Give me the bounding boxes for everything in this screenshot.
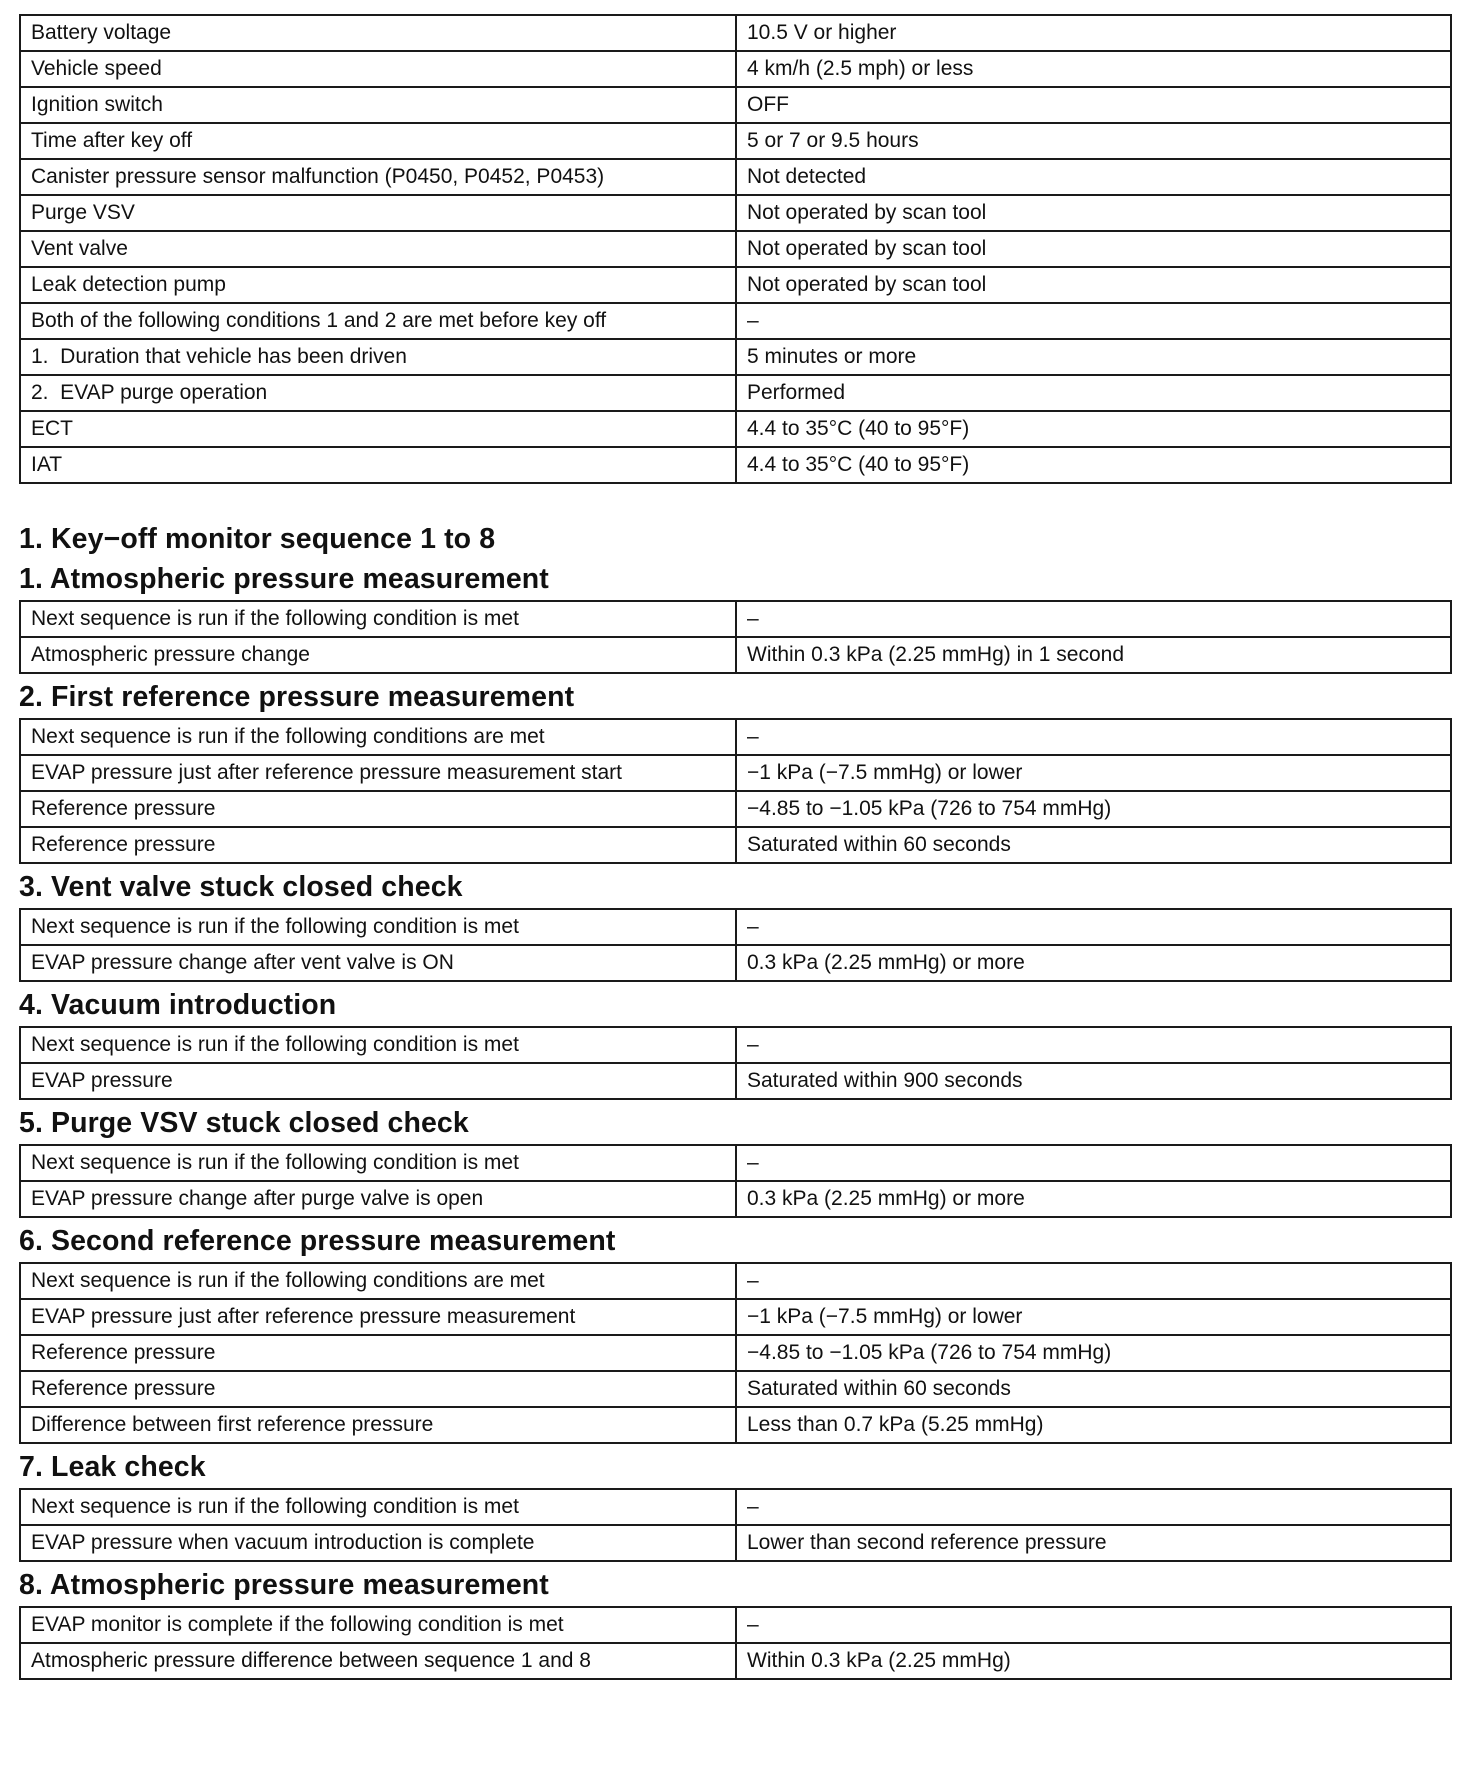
- condition-item: Ignition switch: [20, 87, 736, 123]
- condition-item: EVAP pressure just after reference pressure measurement: [20, 1299, 736, 1335]
- condition-value: –: [736, 1145, 1451, 1181]
- sequence-section-3: [19, 868, 1450, 986]
- document-page: [19, 14, 1450, 1680]
- table-row: [20, 791, 1451, 827]
- condition-value: –: [736, 1263, 1451, 1299]
- condition-value: 4 km/h (2.5 mph) or less: [736, 51, 1451, 87]
- table-row: [20, 87, 1451, 123]
- table-row: [20, 123, 1451, 159]
- condition-value: 10.5 V or higher: [736, 15, 1451, 51]
- sequence-section-1: [19, 560, 1450, 678]
- condition-item: EVAP pressure change after purge valve is open: [20, 1181, 736, 1217]
- condition-item: Reference pressure: [20, 791, 736, 827]
- condition-item: EVAP pressure when vacuum introduction is complete: [20, 1525, 736, 1561]
- condition-value: 4.4 to 35°C (40 to 95°F): [736, 411, 1451, 447]
- condition-item: EVAP pressure: [20, 1063, 736, 1099]
- table-row: [20, 1607, 1451, 1643]
- condition-item: EVAP pressure change after vent valve is ON: [20, 945, 736, 981]
- condition-value: –: [736, 1607, 1451, 1643]
- condition-item: Canister pressure sensor malfunction (P0450, P0452, P0453): [20, 159, 736, 195]
- condition-value: 4.4 to 35°C (40 to 95°F): [736, 447, 1451, 483]
- table-row: [20, 601, 1451, 637]
- condition-item: Vent valve: [20, 231, 736, 267]
- condition-value: Saturated within 900 seconds: [736, 1063, 1451, 1099]
- condition-item: Leak detection pump: [20, 267, 736, 303]
- table-row: [20, 1299, 1451, 1335]
- condition-item: Next sequence is run if the following conditions are met: [20, 1263, 736, 1299]
- section-heading: 5. Purge VSV stuck closed check: [19, 1107, 469, 1139]
- condition-value: 0.3 kPa (2.25 mmHg) or more: [736, 945, 1451, 981]
- sequence-section-4: [19, 986, 1450, 1104]
- section-table: [19, 600, 1452, 674]
- table-row: [20, 303, 1451, 339]
- condition-value: Less than 0.7 kPa (5.25 mmHg): [736, 1407, 1451, 1443]
- section-table: [19, 1606, 1452, 1680]
- condition-value: −1 kPa (−7.5 mmHg) or lower: [736, 755, 1451, 791]
- condition-item: Next sequence is run if the following conditions are met: [20, 719, 736, 755]
- table-row: [20, 1489, 1451, 1525]
- condition-value: –: [736, 1027, 1451, 1063]
- condition-item: Next sequence is run if the following condition is met: [20, 601, 736, 637]
- sequence-section-2: [19, 678, 1450, 868]
- condition-item: Atmospheric pressure change: [20, 637, 736, 673]
- table-row: [20, 1643, 1451, 1679]
- condition-value: Not operated by scan tool: [736, 231, 1451, 267]
- section-heading: 4. Vacuum introduction: [19, 989, 337, 1021]
- sequence-section-6: [19, 1222, 1450, 1448]
- condition-value: Not operated by scan tool: [736, 195, 1451, 231]
- table-row: [20, 1181, 1451, 1217]
- condition-item: Next sequence is run if the following condition is met: [20, 1027, 736, 1063]
- table-row: [20, 15, 1451, 51]
- condition-value: Performed: [736, 375, 1451, 411]
- table-row: [20, 909, 1451, 945]
- condition-item: ECT: [20, 411, 736, 447]
- condition-value: –: [736, 303, 1451, 339]
- table-row: [20, 1063, 1451, 1099]
- condition-item: 1. Duration that vehicle has been driven: [20, 339, 736, 375]
- condition-item: Next sequence is run if the following condition is met: [20, 1489, 736, 1525]
- condition-value: –: [736, 1489, 1451, 1525]
- section-heading: 6. Second reference pressure measurement: [19, 1225, 616, 1257]
- section-table: [19, 1488, 1452, 1562]
- condition-item: Atmospheric pressure difference between sequence 1 and 8: [20, 1643, 736, 1679]
- table-row: [20, 827, 1451, 863]
- condition-item: Reference pressure: [20, 1371, 736, 1407]
- table-row: [20, 267, 1451, 303]
- condition-value: –: [736, 719, 1451, 755]
- condition-item: Time after key off: [20, 123, 736, 159]
- condition-item: Difference between first reference pressure: [20, 1407, 736, 1443]
- condition-value: Not detected: [736, 159, 1451, 195]
- table-row: [20, 51, 1451, 87]
- condition-item: EVAP monitor is complete if the following condition is met: [20, 1607, 736, 1643]
- condition-value: 5 or 7 or 9.5 hours: [736, 123, 1451, 159]
- table-row: [20, 231, 1451, 267]
- table-row: [20, 1263, 1451, 1299]
- table-row: [20, 159, 1451, 195]
- table-row: [20, 755, 1451, 791]
- table-row: [20, 1145, 1451, 1181]
- table-row: [20, 195, 1451, 231]
- section-heading: 2. First reference pressure measurement: [19, 681, 575, 713]
- condition-item: 2. EVAP purge operation: [20, 375, 736, 411]
- table-row: [20, 1371, 1451, 1407]
- table-row: [20, 1525, 1451, 1561]
- condition-value: Saturated within 60 seconds: [736, 827, 1451, 863]
- condition-item: Both of the following conditions 1 and 2 are met before key off: [20, 303, 736, 339]
- condition-item: Purge VSV: [20, 195, 736, 231]
- condition-value: Within 0.3 kPa (2.25 mmHg): [736, 1643, 1451, 1679]
- condition-value: –: [736, 601, 1451, 637]
- section-table: [19, 1144, 1452, 1218]
- condition-item: Next sequence is run if the following condition is met: [20, 1145, 736, 1181]
- table-row: [20, 411, 1451, 447]
- condition-value: Lower than second reference pressure: [736, 1525, 1451, 1561]
- table-row: [20, 447, 1451, 483]
- condition-item: Battery voltage: [20, 15, 736, 51]
- conditions-table: [19, 14, 1452, 484]
- table-row: [20, 1027, 1451, 1063]
- table-row: [20, 339, 1451, 375]
- table-row: [20, 945, 1451, 981]
- sequence-section-5: [19, 1104, 1450, 1222]
- condition-item: EVAP pressure just after reference pressure measurement start: [20, 755, 736, 791]
- section-heading: 1. Atmospheric pressure measurement: [19, 563, 549, 595]
- condition-item: Vehicle speed: [20, 51, 736, 87]
- condition-value: Within 0.3 kPa (2.25 mmHg) in 1 second: [736, 637, 1451, 673]
- section-heading: 7. Leak check: [19, 1451, 206, 1483]
- condition-item: Reference pressure: [20, 1335, 736, 1371]
- section-table: [19, 908, 1452, 982]
- condition-item: Reference pressure: [20, 827, 736, 863]
- condition-value: Saturated within 60 seconds: [736, 1371, 1451, 1407]
- section-table: [19, 718, 1452, 864]
- condition-item: IAT: [20, 447, 736, 483]
- condition-value: OFF: [736, 87, 1451, 123]
- condition-value: −4.85 to −1.05 kPa (726 to 754 mmHg): [736, 791, 1451, 827]
- condition-value: Not operated by scan tool: [736, 267, 1451, 303]
- sequence-section-8: [19, 1566, 1450, 1680]
- condition-value: –: [736, 909, 1451, 945]
- sequence-section-7: [19, 1448, 1450, 1566]
- section-table: [19, 1026, 1452, 1100]
- condition-value: 5 minutes or more: [736, 339, 1451, 375]
- condition-value: −1 kPa (−7.5 mmHg) or lower: [736, 1299, 1451, 1335]
- table-row: [20, 719, 1451, 755]
- condition-value: −4.85 to −1.05 kPa (726 to 754 mmHg): [736, 1335, 1451, 1371]
- section-heading: 8. Atmospheric pressure measurement: [19, 1569, 549, 1601]
- table-row: [20, 637, 1451, 673]
- section-heading: 3. Vent valve stuck closed check: [19, 871, 463, 903]
- section-table: [19, 1262, 1452, 1444]
- main-heading: 1. Key−off monitor sequence 1 to 8: [19, 523, 496, 555]
- condition-value: 0.3 kPa (2.25 mmHg) or more: [736, 1181, 1451, 1217]
- table-row: [20, 375, 1451, 411]
- table-row: [20, 1335, 1451, 1371]
- condition-item: Next sequence is run if the following condition is met: [20, 909, 736, 945]
- table-row: [20, 1407, 1451, 1443]
